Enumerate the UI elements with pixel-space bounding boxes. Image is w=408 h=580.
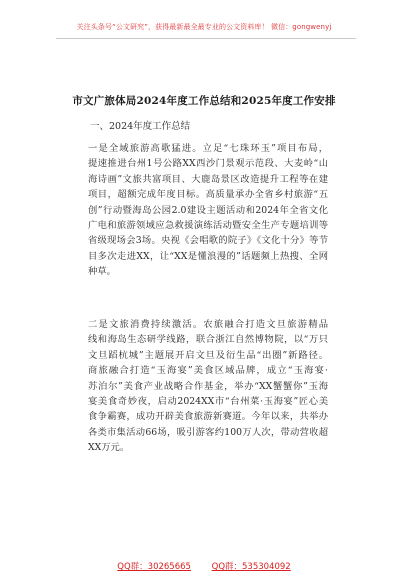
paragraph-line: XX万元。: [88, 442, 130, 454]
paragraph-line: 食争霸赛，成功开辟美食旅游新赛道。今年以来，共举办: [88, 411, 328, 423]
paragraph-line: 广电和旅游领域应急救援演练活动暨安全生产专题培训等: [88, 220, 328, 232]
paragraph-line: 省级现场会3场。央视《会唱歌的院子》《文化十分》等节: [88, 235, 328, 247]
header-promo-note: 关注头条号“公文研究”，获得最新最全最专业的公文资料库！ 微信：gongwenyj: [76, 23, 332, 31]
paragraph-line: 线和海岛生态研学线路，联合浙江自然博物院，以“万只: [88, 334, 328, 346]
footer-qq-group-1[interactable]: QQ群：30265665: [117, 562, 191, 572]
paragraph-2: [88, 317, 328, 456]
section-heading: 一、2024年度工作总结: [90, 121, 191, 132]
paragraph-line: 提速推进台州1号公路XX西沙门景观示范段、大麦岭“山: [88, 158, 328, 170]
paragraph-line: 宴美食奇妙夜，启动2024XX市“台州菜·玉海宴”匠心美: [88, 396, 328, 408]
paragraph-line: 创”行动暨海岛公园2.0建设主题活动和2024年全省文化: [88, 204, 328, 216]
footer-qq-group-2[interactable]: QQ群：535304092: [211, 562, 291, 572]
paragraph-line: 海诗画”文旅共富项目、大鹿岛景区改造提升工程等在建: [88, 173, 328, 185]
paragraph-1: [88, 141, 328, 280]
paragraph-line: 目多次走进XX，让“XX是懂浪漫的”话题频上热搜、全网: [88, 250, 328, 262]
document-title: 市文广旅体局2024年度工作总结和2025年度工作安排: [72, 95, 336, 107]
paragraph-line: 文旦蹈杭城”主题展开启文旦及衍生品“出圈”新路径。: [88, 349, 328, 361]
paragraph-line: 各类市集活动66场，吸引游客约100万人次，带动营收超: [88, 426, 328, 438]
paragraph-line: 项目，超额完成年度目标。高质量承办全省乡村旅游“五: [88, 189, 328, 201]
paragraph-line: 商旅融合打造“玉海宴”美食区域品牌，成立“玉海宴·: [88, 365, 328, 377]
paragraph-line: 二是文旅消费持续激活。农旅融合打造文旦旅游精品: [88, 319, 328, 330]
paragraph-line: 苏泊尔”美食产业战略合作基金，举办“XX蟹蟹你”玉海: [88, 380, 328, 392]
paragraph-line: 一是全域旅游高歌猛进。立足“七珠环玉”项目布局，: [88, 143, 328, 154]
footer-contacts: [0, 560, 408, 572]
paragraph-line: 种草。: [88, 266, 116, 278]
header-divider: [56, 38, 356, 39]
